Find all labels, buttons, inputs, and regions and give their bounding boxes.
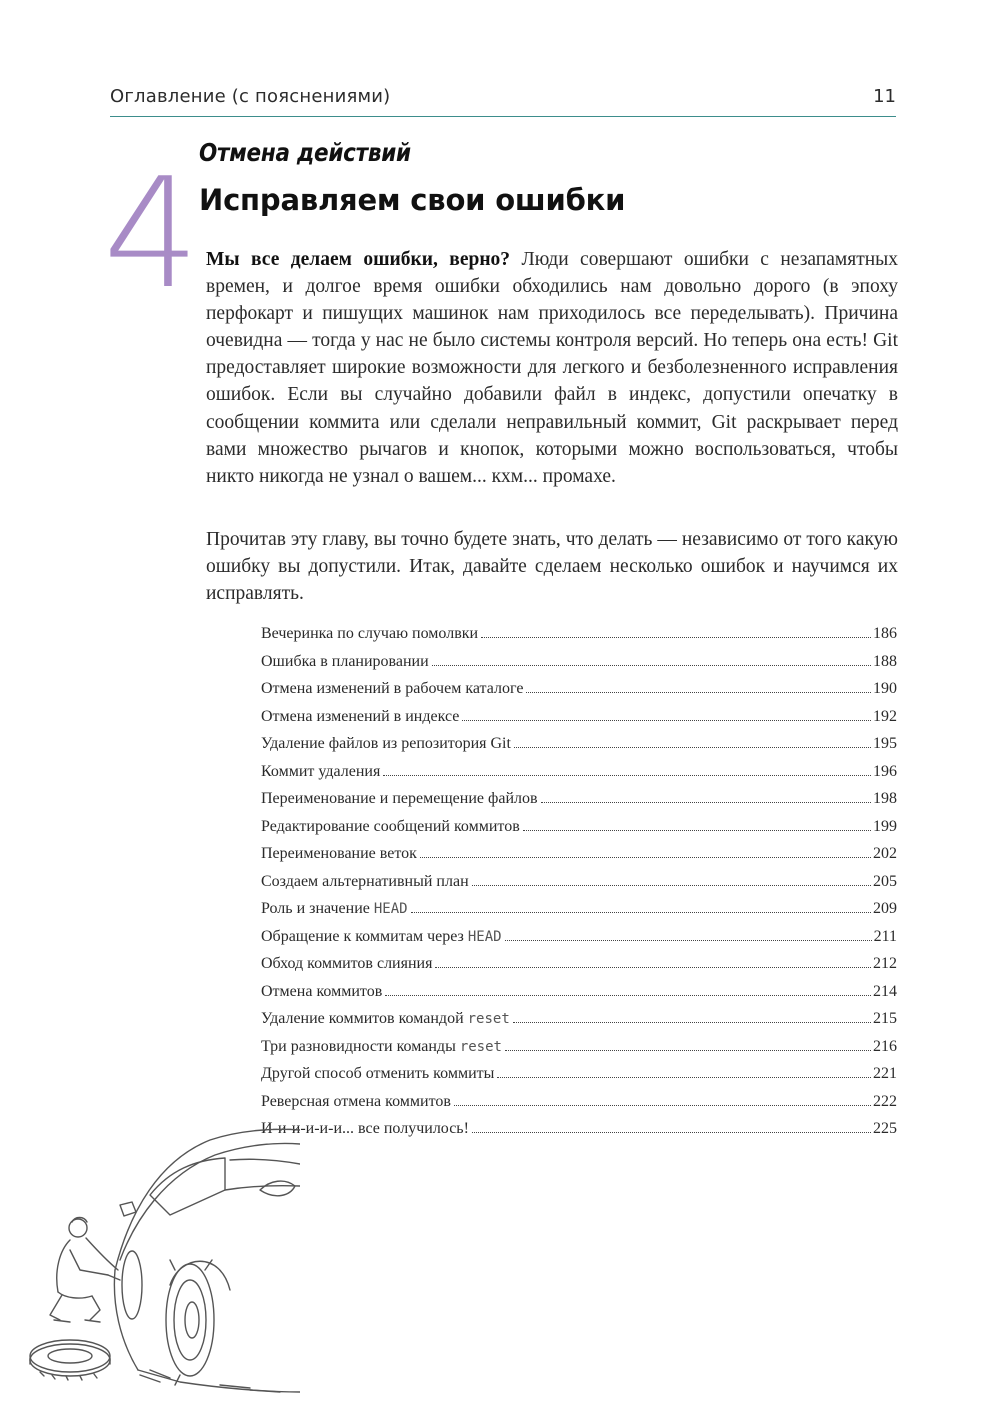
toc-entry-title-text: Удаление коммитов командой bbox=[261, 1010, 468, 1027]
toc-entry-page: 198 bbox=[873, 790, 897, 807]
toc-entry[interactable] bbox=[261, 873, 897, 901]
toc-entry-title bbox=[261, 790, 538, 808]
toc-entry[interactable] bbox=[261, 983, 897, 1011]
toc-entry-title bbox=[261, 1010, 510, 1028]
toc-entry-code: reset bbox=[467, 1011, 510, 1027]
toc-entry-page: 205 bbox=[873, 872, 897, 890]
toc-entry-page: 192 bbox=[873, 707, 897, 725]
toc-entry[interactable] bbox=[261, 708, 897, 736]
toc-entry-title bbox=[261, 818, 520, 836]
illustration bbox=[20, 1120, 300, 1400]
chapter-number: 4 bbox=[103, 145, 200, 322]
toc-entry-page: 188 bbox=[873, 652, 897, 670]
toc-entry-title bbox=[261, 900, 408, 918]
toc-entry-title bbox=[261, 955, 432, 973]
toc-entry-title bbox=[261, 735, 511, 753]
toc-entry-title bbox=[261, 653, 429, 671]
toc-dot-leader bbox=[526, 691, 871, 693]
toc-dot-leader bbox=[435, 966, 871, 968]
toc-dot-leader bbox=[505, 939, 872, 941]
toc-entry[interactable] bbox=[261, 735, 897, 763]
intro-lead: Мы все делаем ошибки, верно? bbox=[206, 249, 511, 270]
toc-entry-title-text: Ошибка в планировании bbox=[261, 652, 429, 670]
toc-entry-title bbox=[261, 763, 380, 781]
toc-entry-page: 225 bbox=[873, 1120, 897, 1137]
toc-entry-title bbox=[261, 1038, 502, 1056]
table-of-contents bbox=[261, 625, 897, 1148]
toc-dot-leader bbox=[420, 856, 871, 858]
toc-dot-leader bbox=[411, 911, 871, 913]
toc-dot-leader bbox=[472, 884, 871, 886]
toc-entry[interactable] bbox=[261, 1120, 897, 1148]
toc-entry-title-text: Три разновидности команды bbox=[261, 1037, 460, 1055]
toc-dot-leader bbox=[505, 1049, 871, 1051]
toc-entry[interactable] bbox=[261, 763, 897, 791]
toc-entry-title bbox=[261, 625, 478, 643]
toc-entry-page: 216 bbox=[873, 1037, 897, 1055]
toc-entry[interactable] bbox=[261, 1093, 897, 1121]
toc-entry-title-text: Обход коммитов слияния bbox=[261, 955, 433, 972]
toc-dot-leader bbox=[497, 1076, 871, 1078]
chapter-kicker: Отмена действий bbox=[199, 138, 411, 167]
mechanic-changing-car-tire-sketch-icon bbox=[20, 1120, 300, 1400]
toc-entry-title-text: Удаление файлов из репозитория Git bbox=[261, 735, 511, 752]
toc-entry[interactable] bbox=[261, 1038, 897, 1066]
intro-second-paragraph: Прочитав эту главу, вы точно будете знать, что делать — независимо от того какую ошибку вы допустили. Итак, давайте сделаем несколько ошибок и научимся их исправлять. bbox=[206, 529, 898, 605]
toc-entry-page: 209 bbox=[873, 900, 897, 917]
toc-entry-title bbox=[261, 1065, 494, 1083]
toc-entry-title-text: Создаем альтернативный план bbox=[261, 872, 469, 890]
toc-dot-leader bbox=[385, 994, 871, 996]
toc-entry-title-text: Обращение к коммитам через bbox=[261, 927, 468, 945]
toc-entry-page: 190 bbox=[873, 680, 897, 697]
toc-entry-page: 199 bbox=[873, 817, 897, 835]
toc-entry-title bbox=[261, 983, 382, 1001]
toc-entry-code: reset bbox=[459, 1038, 502, 1055]
toc-entry-page: 211 bbox=[873, 927, 897, 945]
toc-dot-leader bbox=[523, 829, 871, 831]
toc-entry-code: HEAD bbox=[373, 901, 408, 917]
intro-paragraph bbox=[206, 246, 898, 490]
toc-dot-leader bbox=[462, 719, 871, 721]
toc-entry-title bbox=[261, 680, 523, 698]
toc-dot-leader bbox=[514, 746, 871, 748]
running-header-title: Оглавление (с пояснениями) bbox=[110, 86, 391, 107]
toc-entry[interactable] bbox=[261, 818, 897, 846]
running-header bbox=[110, 86, 896, 117]
toc-entry-title bbox=[261, 845, 417, 863]
toc-entry[interactable] bbox=[261, 955, 897, 983]
chapter-title: Исправляем свои ошибки bbox=[199, 183, 626, 217]
toc-entry-title-text: Другой способ отменить коммиты bbox=[261, 1065, 495, 1082]
toc-entry[interactable] bbox=[261, 900, 897, 928]
toc-dot-leader bbox=[454, 1104, 871, 1106]
toc-entry-page: 221 bbox=[873, 1065, 897, 1082]
toc-entry[interactable] bbox=[261, 625, 897, 653]
toc-entry-page: 214 bbox=[873, 982, 897, 1000]
toc-entry-title-text: Переименование и перемещение файлов bbox=[261, 790, 538, 807]
intro-text: Люди совершают ошибки с незапамятных времен, и долгое время ошибки обходились нам довольно дорого (в эпоху перфокарт и пишущих машинок нам приходилось все переделывать). Причина очевидна — тогда у нас не было системы контроля версий. Но теперь она есть! Git предоставляет широкие возможности для легкого и безболезненного исправления ошибок. Если вы случайно добавили файл в индекс, допустили опечатку в сообщении коммита или сделали неправильный коммит, Git раскрывает перед вами множество рычагов и кнопок, которыми можно воспользоваться, чтобы никто никогда не узнал о вашем... кхм... промахе. bbox=[206, 249, 899, 487]
toc-entry-title-text: Отмена изменений в рабочем каталоге bbox=[261, 680, 524, 697]
toc-entry[interactable] bbox=[261, 790, 897, 818]
page-number: 11 bbox=[873, 86, 896, 107]
toc-entry-page: 196 bbox=[873, 762, 897, 780]
toc-entry-title-text: Отмена коммитов bbox=[261, 982, 383, 1000]
toc-entry-title bbox=[261, 1093, 451, 1111]
toc-entry-title bbox=[261, 873, 469, 891]
toc-entry[interactable] bbox=[261, 653, 897, 681]
toc-entry-title-text: Вечеринка по случаю помолвки bbox=[261, 625, 479, 642]
toc-entry-title bbox=[261, 708, 459, 726]
toc-entry-title bbox=[261, 928, 502, 946]
toc-dot-leader bbox=[432, 664, 871, 666]
toc-dot-leader bbox=[472, 1131, 871, 1133]
toc-entry-page: 212 bbox=[873, 955, 897, 972]
toc-entry-page: 195 bbox=[873, 735, 897, 752]
toc-entry-page: 186 bbox=[873, 625, 897, 642]
toc-entry-page: 222 bbox=[873, 1092, 897, 1110]
toc-entry-title-text: Коммит удаления bbox=[261, 762, 381, 780]
toc-entry[interactable] bbox=[261, 1065, 897, 1093]
toc-entry-title-text: Редактирование сообщений коммитов bbox=[261, 817, 520, 835]
toc-dot-leader bbox=[383, 774, 871, 776]
toc-entry-title-text: Реверсная отмена коммитов bbox=[261, 1092, 451, 1110]
toc-dot-leader bbox=[541, 801, 871, 803]
toc-entry-code: HEAD bbox=[467, 928, 502, 945]
toc-entry-title-text: Отмена изменений в индексе bbox=[261, 707, 460, 725]
toc-entry-title-text: И-и-и-и-и-и... все получилось! bbox=[261, 1120, 469, 1137]
toc-dot-leader bbox=[513, 1021, 871, 1023]
toc-entry[interactable] bbox=[261, 845, 897, 873]
toc-entry-title-text: Переименование веток bbox=[261, 845, 417, 862]
toc-entry[interactable] bbox=[261, 680, 897, 708]
toc-entry-page: 215 bbox=[873, 1010, 897, 1027]
toc-entry[interactable] bbox=[261, 928, 897, 956]
toc-entry-title-text: Роль и значение bbox=[261, 900, 374, 917]
toc-dot-leader bbox=[481, 636, 871, 638]
toc-entry[interactable] bbox=[261, 1010, 897, 1038]
toc-entry-page: 202 bbox=[873, 845, 897, 862]
